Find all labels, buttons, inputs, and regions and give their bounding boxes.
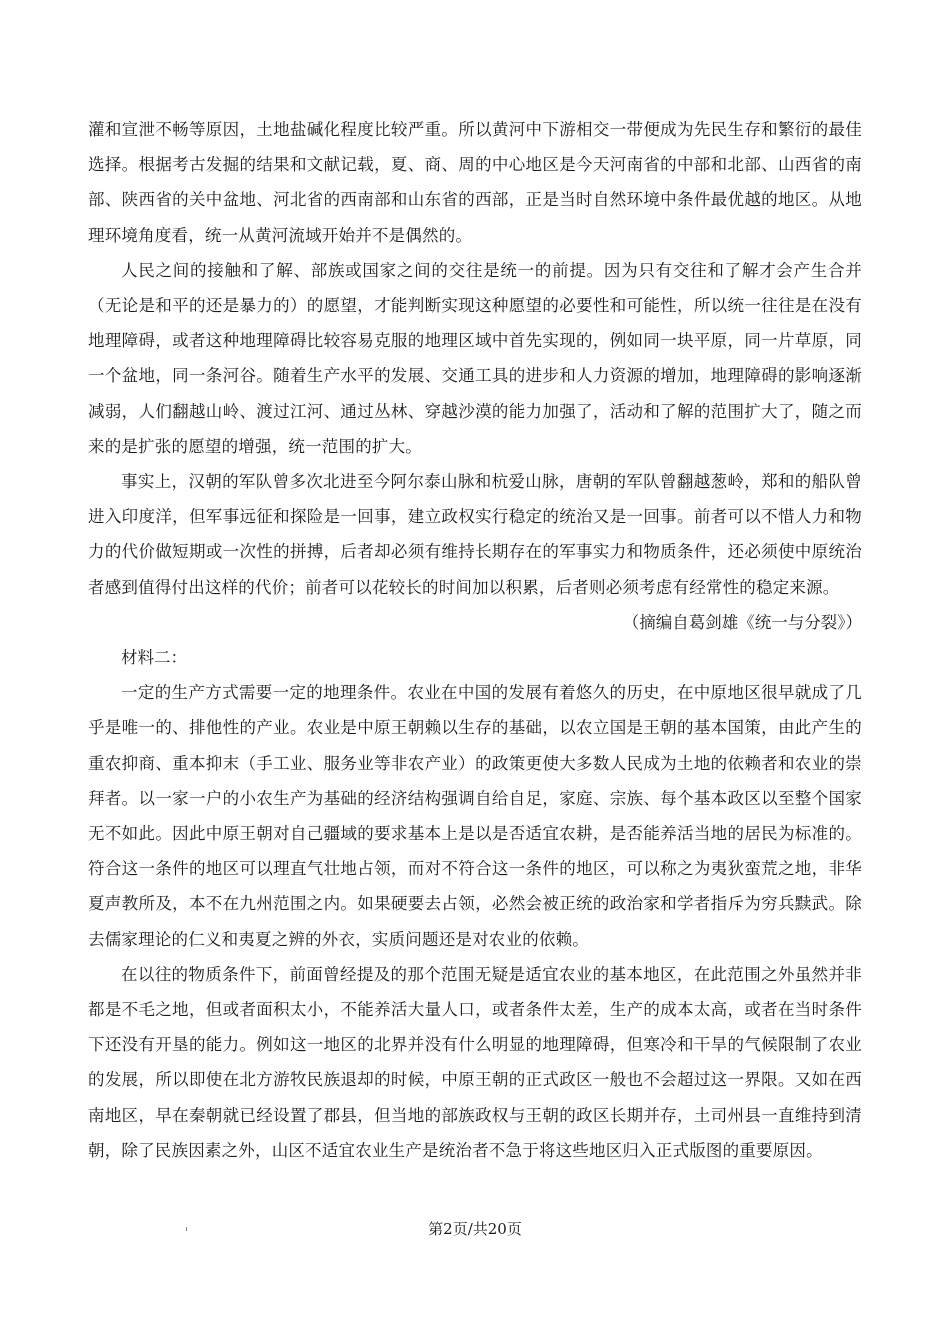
paragraph-contact-and-unification: 人民之间的接触和了解、部族或国家之间的交往是统一的前提。因为只有交往和了解才会产生合并（无论是和平的还是暴力的）的愿望，才能判断实现这种愿望的必要性和可能性，所以统一往往是在没有地理障碍，或者这种地理障碍比较容易克服的地理区域中首先实现的，例如同一块平原，同一片草原，同一个盆地，同一条河谷。随着生产水平的发展、交通工具的进步和人力资源的增加，地理障碍的影响逐渐减弱，人们翻越山岭、渡过江河、通过丛林、穿越沙漠的能力加强了，活动和了解的范围扩大了，随之而来的是扩张的愿望的增强，统一范围的扩大。 (88, 260, 862, 456)
paragraph-agriculture-geography: 一定的生产方式需要一定的地理条件。农业在中国的发展有着悠久的历史，在中原地区很早就成了几乎是唯一的、排他性的产业。农业是中原王朝赖以生存的基础，以农立国是王朝的基本国策，由此产生的重农抑商、重本抑末（手工业、服务业等非农产业）的政策更使大多数人民成为土地的依赖者和农业的崇拜者。以一家一户的小农生产为基础的经济结构强调自给自足，家庭、宗族、每个基本政区以至整个国家无不如此。因此中原王朝对自己疆域的要求基本上是以是否适宜农耕，是否能养活当地的居民为标准的。符合这一条件的地区可以理直气壮地占领，而对不符合这一条件的地区，可以称之为夷狄蛮荒之地，非华夏声教所及，本不在九州范围之内。如果硬要去占领，必然会被正统的政治家和学者指斥为穷兵黩武。除去儒家理论的仁义和夷夏之辨的外衣，实质问题还是对农业的依赖。 (88, 683, 862, 949)
page-number-footer: 第2页/共20页 (428, 1220, 522, 1238)
page-body (88, 112, 862, 1168)
paragraph-military-expeditions: 事实上，汉朝的军队曾多次北进至今阿尔泰山脉和杭爱山脉，唐朝的军队曾翻越葱岭，郑和的船队曾进入印度洋，但军事远征和探险是一回事，建立政权实行稳定的统治又是一回事。前者可以不惜人力和物力的代价做短期或一次性的拼搏，后者却必须有维持长期存在的军事实力和物质条件，还必须使中原统治者感到值得付出这样的代价；前者可以花较长的时间加以积累，后者则必须考虑有经常性的稳定来源。 (88, 472, 862, 597)
paragraph-continued: 灌和宣泄不畅等原因，土地盐碱化程度比较严重。所以黄河中下游相交一带便成为先民生存和繁衍的最佳选择。根据考古发掘的结果和文献记载，夏、商、周的中心地区是今天河南省的中部和北部、山西省的南部、陕西省的关中盆地、河北省的西南部和山东省的西部，正是当时自然环境中条件最优越的地区。从地理环境角度看，统一从黄河流域开始并不是偶然的。 (88, 120, 862, 245)
paragraph-material-conditions: 在以往的物质条件下，前面曾经提及的那个范围无疑是适宜农业的基本地区，在此范围之外虽然并非都是不毛之地，但或者面积太小，不能养活大量人口，或者条件太差，生产的成本太高，或者在当时条件下还没有开垦的能力。例如这一地区的北界并没有什么明显的地理障碍，但寒冷和干旱的气候限制了农业的发展，所以即使在北方游牧民族退却的时候，中原王朝的正式政区一般也不会超过这一界限。又如在西南地区，早在秦朝就已经设置了郡县，但当地的部族政权与王朝的政区长期并存，土司州县一直维持到清朝，除了民族因素之外，山区不适宜农业生产是统治者不急于将这些地区归入正式版图的重要原因。 (88, 964, 862, 1160)
source-citation: （摘编自葛剑雄《统一与分裂》） (622, 612, 862, 632)
section-heading-material-two: 材料二： (121, 648, 187, 668)
